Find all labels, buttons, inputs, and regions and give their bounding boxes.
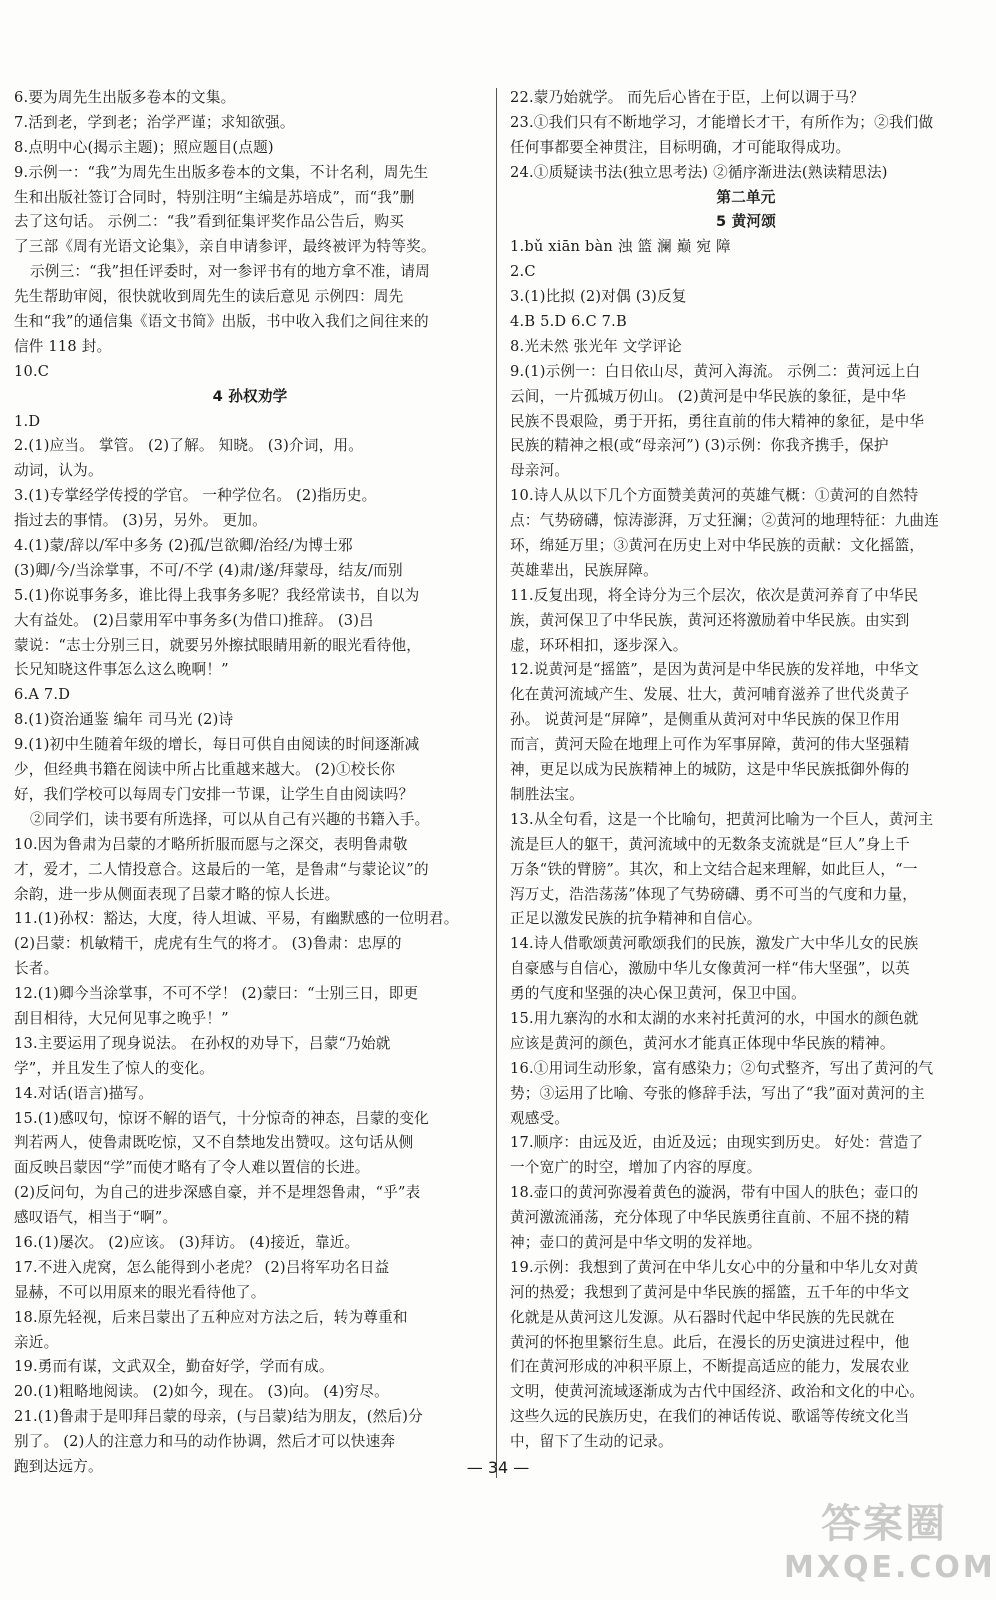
watermark-url: MXQE.COM <box>784 1550 996 1585</box>
answer-line: 们在黄河形成的冲积平原上，不断提高适应的能力，发展农业 <box>510 1358 910 1376</box>
answer-line: 亲近。 <box>14 1333 59 1351</box>
answer-line: 文明，使黄河流域逐渐成为古代中国经济、政治和文化的中心。 <box>510 1383 925 1401</box>
answer-line: 6.A 7.D <box>14 686 71 704</box>
answer-line: 24.①质疑读书法(独立思考法) ②循序渐进法(熟读精思法) <box>510 163 888 181</box>
answer-line: 指过去的事情。 (3)另，另外。 更加。 <box>14 512 267 530</box>
answer-line: 万条“铁的臂膀”。其次，和上文结合起来理解，如此巨人，“一 <box>510 860 918 878</box>
answer-line: 黄河激流涌荡，充分体现了中华民族勇往直前、不屈不挠的精 <box>510 1209 910 1227</box>
answer-line: 显赫，不可以用原来的眼光看待他了。 <box>14 1283 266 1301</box>
answer-line: 21.(1)鲁肃于是叩拜吕蒙的母亲，(与吕蒙)结为朋友，(然后)分 <box>14 1408 423 1426</box>
answer-line: 22.蒙乃始就学。 而先后心皆在于臣，上何以调于马？ <box>510 89 865 106</box>
answer-line: 余韵，进一步从侧面表现了吕蒙才略的惊人长进。 <box>14 885 340 903</box>
answer-line: 民族的精神之根(或“母亲河”) (3)示例：你我齐携手，保护 <box>510 437 889 455</box>
watermark-logo <box>784 1498 996 1594</box>
section-heading: 第二单元 <box>716 188 776 206</box>
answer-line: 神，更足以成为民族精神上的城防，这是中华民族抵御外侮的 <box>510 761 910 779</box>
answer-line: 勇的气度和坚强的决心保卫黄河，保卫中国。 <box>510 985 806 1003</box>
answer-line: 制胜法宝。 <box>510 785 584 803</box>
answer-line: 1.D <box>14 412 41 430</box>
answer-line: 而言，黄河天险在地理上可作为军事屏障，黄河的伟大坚强精 <box>510 736 910 754</box>
answer-line: 15.(1)感叹句，惊讶不解的语气，十分惊奇的神态，吕蒙的变化 <box>14 1109 429 1127</box>
answer-line: 这些久远的民族历史，在我们的神话传说、歌谣等传统文化当 <box>510 1408 910 1426</box>
answer-line: 4.(1)蒙/辞以/军中多务 (2)孤/岂欲卿/治经/为博士邪 <box>14 537 353 555</box>
answer-line: 应该是黄河的颜色，黄河水才能真正体现中华民族的精神。 <box>510 1034 895 1052</box>
answer-line: 蒙说：“志士分别三日，就要另外擦拭眼睛用新的眼光看待他， <box>14 636 422 654</box>
answer-line: 泻万丈，浩浩荡荡”体现了气势磅礴、勇不可当的气度和力量， <box>510 885 918 903</box>
answer-line: 18.原先轻视，后来吕蒙出了五种应对方法之后，转为尊重和 <box>14 1308 408 1326</box>
answer-line: 学”，并且发生了惊人的变化。 <box>14 1059 214 1077</box>
column-divider <box>496 88 497 1478</box>
answer-line: 20.(1)粗略地阅读。 (2)如今，现在。 (3)向。 (4)穷尽。 <box>14 1383 389 1401</box>
answer-line: 9.示例一：“我”为周先生出版多卷本的文集，不计名利，周先生 <box>14 163 429 181</box>
section-heading: 5 黄河颂 <box>715 213 777 231</box>
answer-line: 云间，一片孤城万仞山。 (2)黄河是中华民族的象征，是中华 <box>510 387 906 405</box>
answer-line: 跑到达远方。 <box>14 1457 103 1475</box>
answer-line: 19.示例：我想到了黄河在中华儿女心中的分量和中华儿女对黄 <box>510 1258 919 1276</box>
answer-line: 河的热爱；我想到了黄河是中华民族的摇篮，五千年的中华文 <box>510 1283 910 1301</box>
right-column <box>510 86 982 1455</box>
answer-line: 10.C <box>14 362 50 380</box>
answer-line: 动词，认为。 <box>14 462 103 480</box>
answer-line: 6.要为周先生出版多卷本的文集。 <box>14 89 236 106</box>
answer-line: (2)反问句，为自己的进步深感自豪，并不是埋怨鲁肃，“乎”表 <box>14 1184 421 1202</box>
answer-line: 14.诗人借歌颂黄河歌颂我们的民族，激发广大中华儿女的民族 <box>510 935 919 953</box>
answer-line: 生和“我”的通信集《语文书简》出版，书中收入我们之间往来的 <box>14 313 429 331</box>
answer-line: 虚，环环相扣，逐步深入。 <box>510 636 688 654</box>
answer-line: 3.(1)专掌经学传授的学官。 一种学位名。 (2)指历史。 <box>14 487 377 505</box>
answer-line: 2.C <box>510 263 536 281</box>
answer-line: 母亲河。 <box>510 462 570 480</box>
answer-line: 1.bǔ xiān bàn 浊 篮 澜 巅 宛 障 <box>510 238 731 256</box>
answer-line: ②同学们，读书要有所选择，可以从自己有兴趣的书籍入手。 <box>30 810 430 828</box>
answer-line: 9.(1)示例一：白日依山尽，黄河入海流。 示例二：黄河远上白 <box>510 362 921 380</box>
answer-line: 23.①我们只有不断地学习，才能增长才干，有所作为；②我们做 <box>510 113 934 131</box>
answer-line: 中，留下了生动的记录。 <box>510 1433 673 1451</box>
answer-line: 环，绵延万里；③黄河在历史上对中华民族的贡献：文化摇篮， <box>510 537 925 555</box>
answer-line: 17.顺序：由远及近，由近及远；由现实到历史。 好处：营造了 <box>510 1134 924 1152</box>
watermark-text: 答案圈 <box>821 1501 947 1547</box>
answer-line: 去了这句话。 示例二：“我”看到征集评奖作品公告后，购买 <box>14 213 405 231</box>
answer-line: 势；③运用了比喻、夸张的修辞手法，写出了“我”面对黄河的主 <box>510 1084 925 1102</box>
answer-line: 了三部《周有光语文论集》，亲自申请参评，最终被评为特等奖。 <box>14 238 436 256</box>
answer-line: 3.(1)比拟 (2)对偶 (3)反复 <box>510 288 687 306</box>
answer-line: 13.主要运用了现身说法。 在孙权的劝导下，吕蒙“乃始就 <box>14 1034 391 1052</box>
answer-line: 17.不进入虎窝，怎么能得到小老虎？ (2)吕将军功名日益 <box>14 1258 390 1276</box>
answer-line: 面反映吕蒙因“学”而使才略有了令人难以置信的长进。 <box>14 1159 370 1177</box>
answer-line: 别了。 (2)人的注意力和马的动作协调，然后才可以快速奔 <box>14 1433 396 1451</box>
answer-line: 2.(1)应当。 掌管。 (2)了解。 知晓。 (3)介词，用。 <box>14 437 363 455</box>
answer-line: 8.光未然 张光年 文学评论 <box>510 337 682 355</box>
answer-line: 16.(1)屡次。 (2)应该。 (3)拜访。 (4)接近，靠近。 <box>14 1233 360 1251</box>
answer-line: 任何事都要全神贯注，目标明确，才可能取得成功。 <box>510 138 851 156</box>
answer-line: 才，爱才，二人情投意合。这最后的一笔，是鲁肃“与蒙论议”的 <box>14 860 429 878</box>
answer-line: 大有益处。 (2)吕蒙用军中事务多(为借口)推辞。 (3)吕 <box>14 611 374 629</box>
answer-line: 少，但经典书籍在阅读中所占比重越来越大。 (2)①校长你 <box>14 761 396 779</box>
answer-line: 12.(1)卿今当涂掌事，不可不学！ (2)蒙曰：“士别三日，即更 <box>14 985 419 1003</box>
answer-line: 13.从全句看，这是一个比喻句，把黄河比喻为一个巨人，黄河主 <box>510 810 934 828</box>
answer-line: 先生帮助审阅，很快就收到周先生的读后意见 示例四：周先 <box>14 288 404 306</box>
answer-line: 7.活到老，学到老；治学严谨；求知欲强。 <box>14 113 295 131</box>
answer-line: 生和出版社签订合同时，特别注明“主编是苏培成”，而“我”删 <box>14 188 415 206</box>
section-heading: 4 孙权劝学 <box>212 387 288 405</box>
answer-line: 族，黄河保卫了中华民族，黄河还将激励着中华民族。由实到 <box>510 611 910 629</box>
answer-line: 自豪感与自信心，激励中华儿女像黄河一样“伟大坚强”，以英 <box>510 960 910 978</box>
answer-line: 判若两人，使鲁肃既吃惊，又不自禁地发出赞叹。这句话从侧 <box>14 1134 414 1152</box>
answer-line: 11.反复出现，将全诗分为三个层次，依次是黄河养育了中华民 <box>510 586 919 604</box>
answer-line: 10.因为鲁肃为吕蒙的才略所折服而愿与之深交，表明鲁肃敬 <box>14 835 408 853</box>
answer-line: 8.(1)资治通鉴 编年 司马光 (2)诗 <box>14 711 234 729</box>
answer-line: 观感受。 <box>510 1109 570 1127</box>
answer-line: 18.壶口的黄河弥漫着黄色的漩涡，带有中国人的肤色；壶口的 <box>510 1184 919 1202</box>
answer-line: 9.(1)初中生随着年级的增长，每日可供自由阅读的时间逐渐减 <box>14 736 420 754</box>
answer-line: 5.(1)你说事务多，谁比得上我事务多呢？我经常读书，自以为 <box>14 586 420 604</box>
answer-line: 10.诗人从以下几个方面赞美黄河的英雄气概：①黄河的自然特 <box>510 487 919 505</box>
answer-line: 示例三：“我”担任评委时，对一参评书有的地方拿不准，请周 <box>30 263 430 281</box>
answer-line: 神；壶口的黄河是中华文明的发祥地。 <box>510 1233 762 1251</box>
answer-line: 8.点明中心(揭示主题)；照应题目(点题) <box>14 138 274 156</box>
page-number: — 34 — <box>466 1458 530 1477</box>
answer-line: 长者。 <box>14 960 59 978</box>
answer-line: (2)吕蒙：机敏精干，虎虎有生气的将才。 (3)鲁肃：忠厚的 <box>14 935 402 953</box>
answer-line: 14.对话(语言)描写。 <box>14 1084 154 1102</box>
answer-line: 化就是从黄河这儿发源。从石器时代起中华民族的先民就在 <box>510 1308 895 1326</box>
answer-line: 感叹语气，相当于“啊”。 <box>14 1209 178 1227</box>
answer-line: 12.说黄河是“摇篮”，是因为黄河是中华民族的发祥地，中华文 <box>510 661 919 679</box>
answer-line: 流是巨人的躯干，黄河流域中的无数条支流就是“巨人”身上千 <box>510 835 910 853</box>
answer-line: 16.①用词生动形象，富有感染力；②句式整齐，写出了黄河的气 <box>510 1059 934 1077</box>
left-column <box>14 86 486 1480</box>
answer-line: 信件 118 封。 <box>14 337 112 355</box>
answer-line: 正足以激发民族的抗争精神和自信心。 <box>510 910 762 928</box>
answer-line: 黄河的怀抱里繁衍生息。此后，在漫长的历史演进过程中，他 <box>510 1333 910 1351</box>
answer-line: 化在黄河流域产生、发展、壮大，黄河哺育滋养了世代炎黄子 <box>510 686 910 704</box>
answer-line: 英雄辈出，民族屏障。 <box>510 561 658 579</box>
answer-line: 19.勇而有谋，文武双全，勤奋好学，学而有成。 <box>14 1358 334 1376</box>
answer-line: (3)卿/今/当涂掌事，不可/不学 (4)肃/遂/拜蒙母，结友/而别 <box>14 561 403 579</box>
answer-line: 民族不畏艰险，勇于开拓，勇往直前的伟大精神的象征，是中华 <box>510 412 925 430</box>
answer-line: 长兄知晓这件事怎么这么晚啊！” <box>14 661 229 679</box>
answer-line: 刮目相待，大兄何见事之晚乎！” <box>14 1009 229 1027</box>
answer-line: 4.B 5.D 6.C 7.B <box>510 313 627 331</box>
answer-line: 好，我们学校可以每周专门安排一节课，让学生自由阅读吗？ <box>14 785 414 803</box>
answer-line: 15.用九寨沟的水和太湖的水来衬托黄河的水，中国水的颜色就 <box>510 1009 919 1027</box>
answer-line: 一个宽广的时空，增加了内容的厚度。 <box>510 1159 762 1177</box>
answer-line: 11.(1)孙权：豁达，大度，待人坦诚、平易，有幽默感的一位明君。 <box>14 910 459 928</box>
answer-line: 孙。 说黄河是“屏障”，是侧重从黄河对中华民族的保卫作用 <box>510 711 901 729</box>
answer-line: 点：气势磅礴，惊涛澎湃，万丈狂澜；②黄河的地理特征：九曲连 <box>510 512 940 530</box>
